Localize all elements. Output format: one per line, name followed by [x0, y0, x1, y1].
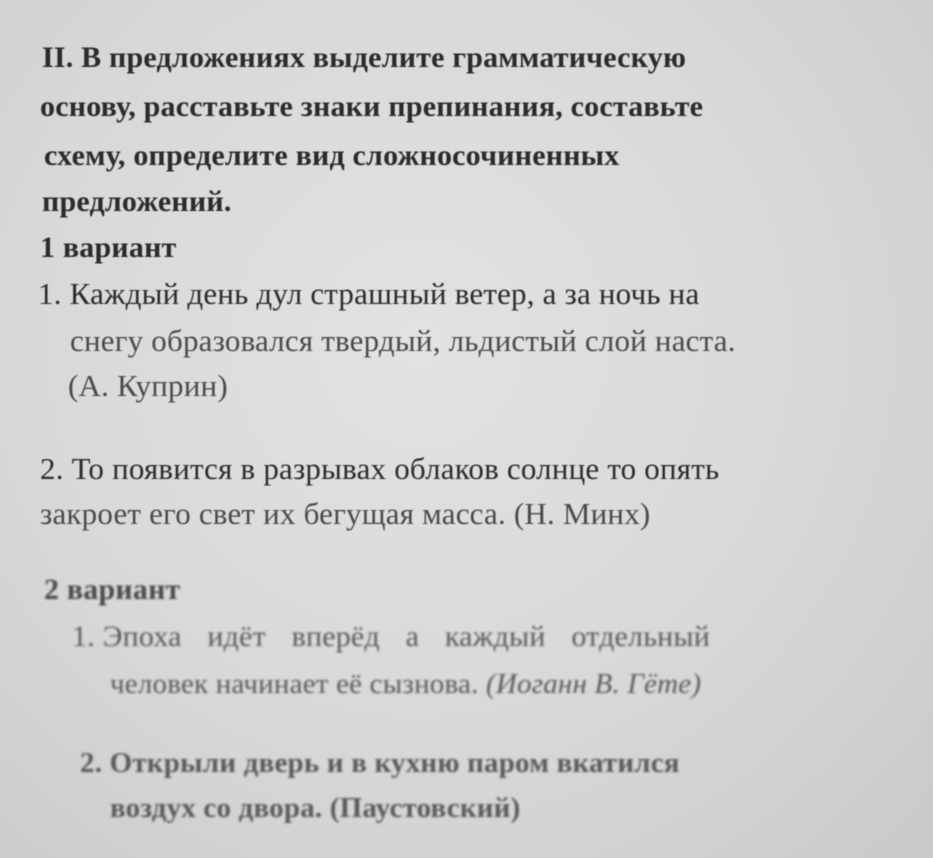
item-number: 2. [80, 747, 103, 779]
item-number: 1. [72, 620, 95, 653]
variant-2-item-2-line-1 [80, 743, 680, 783]
sentence-text: человек начинает её сызнова. [110, 668, 479, 700]
variant-1-item-2-line-2: закроет его свет их бегущая масса. (Н. Минх) [40, 496, 651, 531]
variant-1-title: 1 вариант [40, 231, 177, 264]
task-line-3: схему, определите вид сложносочиненных [44, 139, 620, 172]
variant-1-item-1-line-1 [38, 274, 699, 314]
item-number: 1. [38, 276, 62, 311]
variant-2-item-1-line-2 [110, 664, 701, 704]
author-name: (Иоганн В. Гёте) [486, 668, 702, 700]
sentence-text: Эпоха идёт вперёд а каждый отдельный [102, 620, 710, 653]
sentence-text: То появится в разрывах облаков солнце то опять [71, 451, 720, 486]
sentence-text: Каждый день дул страшный ветер, а за ночь на [69, 276, 700, 311]
variant-1-item-2-line-1 [40, 449, 719, 489]
variant-2-title: 2 вариант [44, 573, 181, 606]
variant-2-item-1-line-1 [72, 617, 710, 657]
variant-2-item-2-line-2: воздух со двора. (Паустовский) [110, 792, 521, 824]
task-line-1: II. В предложениях выделите грамматическую [42, 41, 687, 74]
task-line-4: предложений. [42, 185, 232, 218]
variant-1-item-1-author: (А. Куприн) [68, 368, 228, 403]
variant-1-item-1-line-2: снегу образовался твердый, льдистый слой наста. [70, 323, 736, 358]
item-number: 2. [40, 451, 64, 486]
sentence-text: Открыли дверь и в кухню паром вкатился [109, 747, 680, 779]
task-line-2: основу, расставьте знаки препинания, составьте [40, 90, 704, 123]
